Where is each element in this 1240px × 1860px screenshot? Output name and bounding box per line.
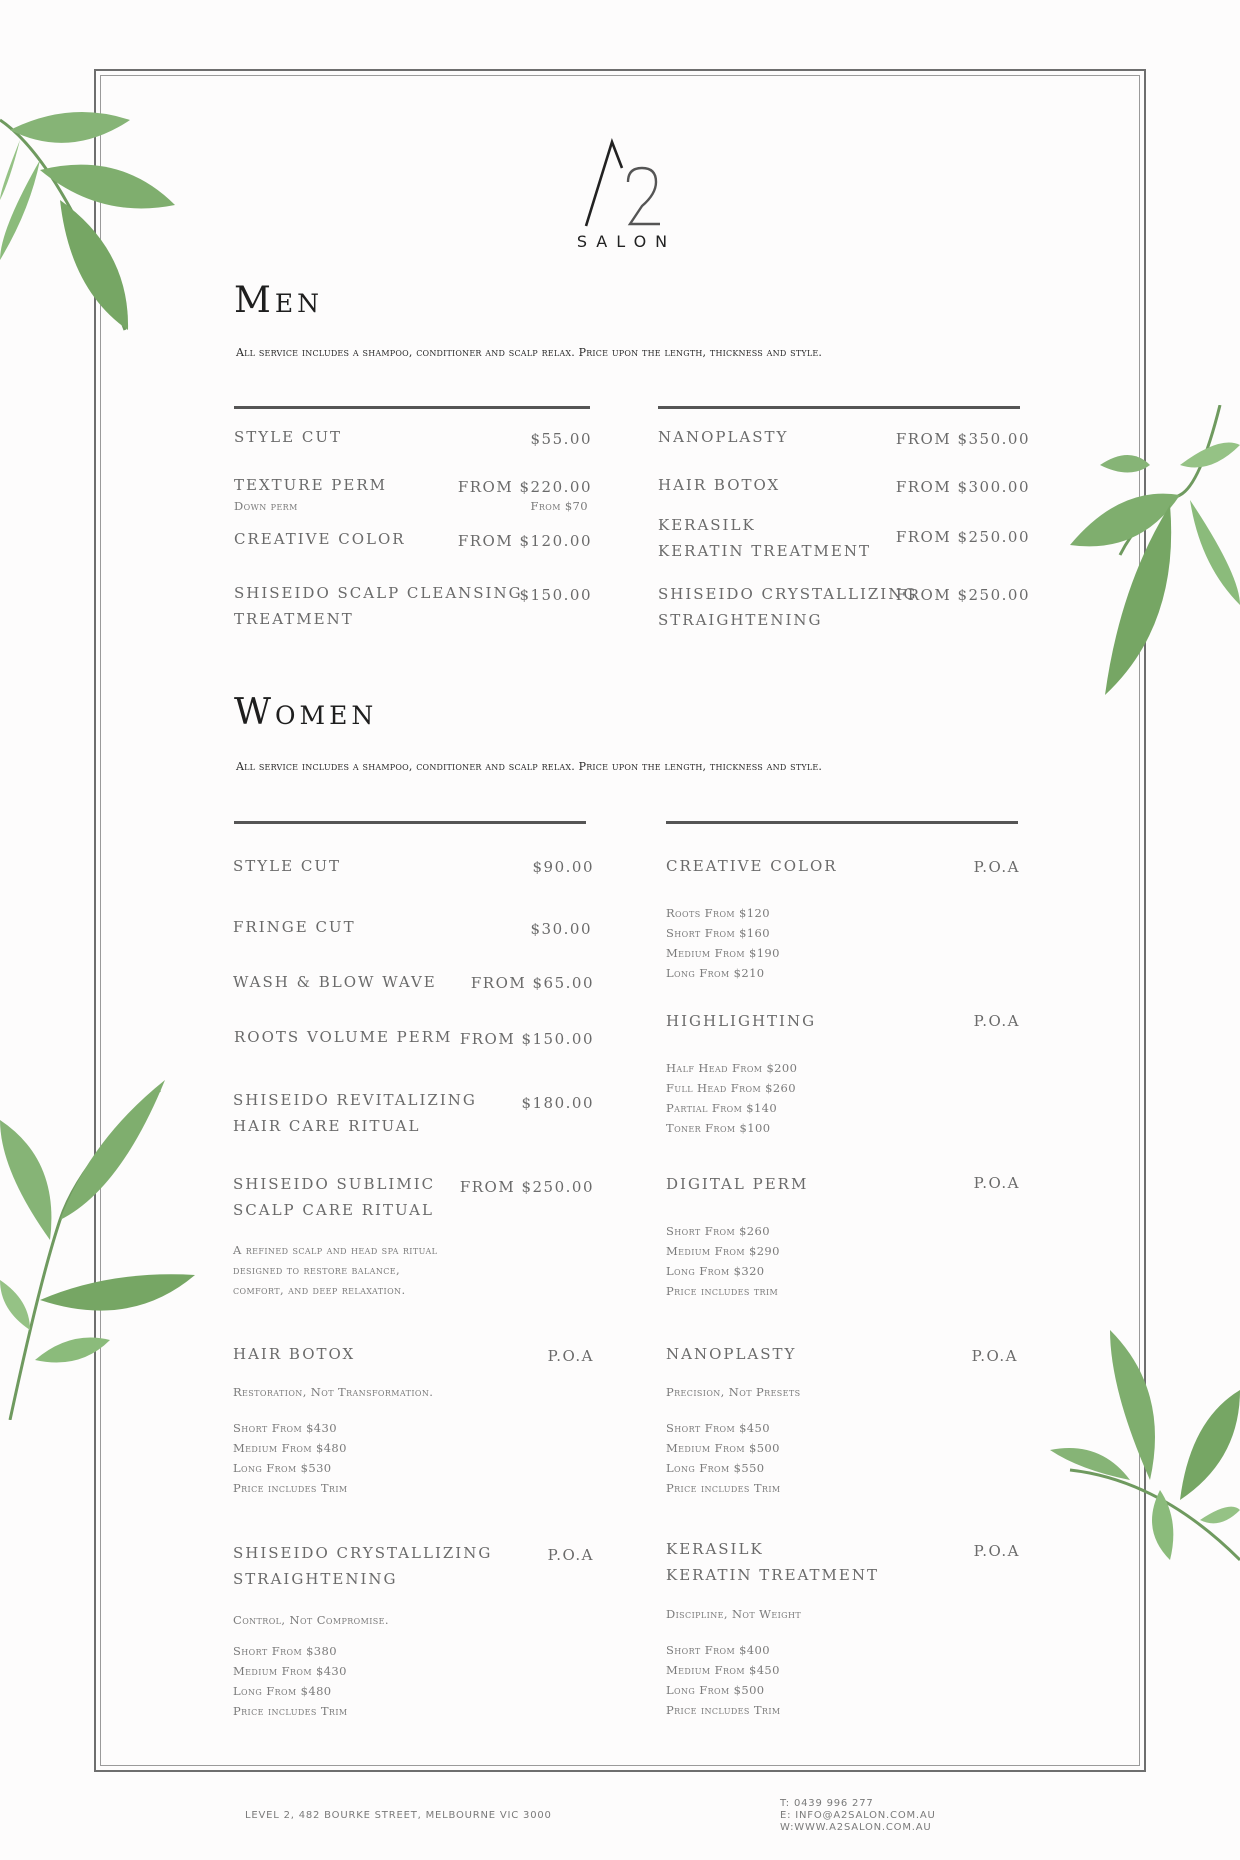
service-detail-line: Toner From $100 xyxy=(666,1121,771,1135)
leaf-top-left-decoration xyxy=(0,90,190,340)
service-name: SHISEIDO SUBLIMIC xyxy=(233,1175,436,1193)
service-name: SHISEIDO SCALP CLEANSING xyxy=(234,584,523,602)
service-description-line: designed to restore balance, xyxy=(233,1263,401,1277)
women-section-title: Women xyxy=(234,692,378,733)
service-detail-line: Short From $430 xyxy=(233,1421,337,1435)
service-tagline: Precision, Not Presets xyxy=(666,1385,801,1399)
service-price: FROM $350.00 xyxy=(895,430,1030,448)
service-name: ROOTS VOLUME PERM xyxy=(234,1028,453,1046)
service-detail-line: Short From $450 xyxy=(666,1421,770,1435)
service-detail-line: Long From $320 xyxy=(666,1264,765,1278)
service-name: SHISEIDO CRYSTALLIZING xyxy=(233,1544,493,1562)
service-name-line2: STRAIGHTENING xyxy=(233,1570,398,1588)
service-name: TEXTURE PERM xyxy=(234,476,387,494)
service-detail-line: Price includes Trim xyxy=(666,1481,781,1495)
service-detail-line: Half Head From $200 xyxy=(666,1061,798,1075)
service-detail-line: Long From $500 xyxy=(666,1683,765,1697)
footer-email: E: INFO@A2SALON.COM.AU xyxy=(780,1810,936,1821)
service-detail-line: Short From $160 xyxy=(666,926,770,940)
service-price: P.O.A xyxy=(973,858,1020,876)
service-name: HAIR BOTOX xyxy=(233,1345,356,1363)
service-detail-line: Medium From $290 xyxy=(666,1244,780,1258)
service-name: KERASILK xyxy=(658,516,756,534)
women-left-rule xyxy=(234,821,586,824)
footer-phone: T: 0439 996 277 xyxy=(780,1798,874,1809)
service-name: FRINGE CUT xyxy=(233,918,356,936)
service-detail-line: Short From $400 xyxy=(666,1643,770,1657)
service-tagline: Control, Not Compromise. xyxy=(233,1613,389,1627)
service-detail-line: Medium From $480 xyxy=(233,1441,347,1455)
service-price: P.O.A xyxy=(973,1012,1020,1030)
service-name: NANOPLASTY xyxy=(658,428,789,446)
service-tagline: Restoration, Not Transformation. xyxy=(233,1385,434,1399)
service-price: FROM $250.00 xyxy=(895,528,1030,546)
service-name-line2: STRAIGHTENING xyxy=(658,611,823,629)
service-name: CREATIVE COLOR xyxy=(234,530,406,548)
service-price: FROM $150.00 xyxy=(459,1030,594,1048)
service-option-price: From $70 xyxy=(530,499,588,513)
service-name-line2: KERATIN TREATMENT xyxy=(658,542,871,560)
service-option: Down perm xyxy=(234,499,298,513)
footer-website: W:WWW.A2SALON.COM.AU xyxy=(780,1822,932,1833)
service-description-line: A refined scalp and head spa ritual xyxy=(233,1243,438,1257)
service-detail-line: Price includes Trim xyxy=(666,1703,781,1717)
service-name: STYLE CUT xyxy=(233,857,341,875)
service-price: $90.00 xyxy=(532,858,594,876)
footer-address: LEVEL 2, 482 BOURKE STREET, MELBOURNE VIC 3000 xyxy=(245,1810,552,1821)
men-section-title: Men xyxy=(234,280,323,321)
service-price: FROM $220.00 xyxy=(457,478,592,496)
service-price: $180.00 xyxy=(521,1094,594,1112)
service-name: SHISEIDO CRYSTALLIZING xyxy=(658,585,918,603)
service-description-line: comfort, and deep relaxation. xyxy=(233,1283,406,1297)
service-price: $30.00 xyxy=(530,920,592,938)
service-detail-line: Long From $530 xyxy=(233,1461,332,1475)
service-detail-line: Short From $260 xyxy=(666,1224,770,1238)
service-name-line2: TREATMENT xyxy=(234,610,354,628)
service-price: P.O.A xyxy=(973,1542,1020,1560)
salon-logo-text: SALON xyxy=(576,232,677,251)
service-name: CREATIVE COLOR xyxy=(666,857,838,875)
service-detail-line: Short From $380 xyxy=(233,1644,337,1658)
service-detail-line: Partial From $140 xyxy=(666,1101,778,1115)
men-section-note: All service includes a shampoo, conditioner and scalp relax. Price upon the length, thickness and style. xyxy=(236,346,823,359)
service-detail-line: Medium From $190 xyxy=(666,946,780,960)
service-name: DIGITAL PERM xyxy=(666,1175,809,1193)
men-left-rule xyxy=(234,406,590,409)
service-detail-line: Full Head From $260 xyxy=(666,1081,796,1095)
service-name: SHISEIDO REVITALIZING xyxy=(233,1091,477,1109)
service-price: $55.00 xyxy=(530,430,592,448)
service-price: FROM $250.00 xyxy=(895,586,1030,604)
service-price: FROM $65.00 xyxy=(470,974,594,992)
service-name: WASH & BLOW WAVE xyxy=(233,973,437,991)
service-tagline: Discipline, Not Weight xyxy=(666,1607,802,1621)
service-price: P.O.A xyxy=(547,1546,594,1564)
service-detail-line: Price includes Trim xyxy=(233,1481,348,1495)
service-price: P.O.A xyxy=(973,1174,1020,1192)
service-price: P.O.A xyxy=(547,1347,594,1365)
leaf-bottom-right-decoration xyxy=(1050,1330,1240,1570)
service-price: $150.00 xyxy=(519,586,592,604)
service-name: NANOPLASTY xyxy=(666,1345,797,1363)
women-right-rule xyxy=(666,821,1018,824)
service-price: P.O.A xyxy=(971,1347,1018,1365)
service-detail-line: Roots From $120 xyxy=(666,906,770,920)
service-price: FROM $250.00 xyxy=(459,1178,594,1196)
service-detail-line: Long From $480 xyxy=(233,1684,332,1698)
service-price: FROM $120.00 xyxy=(457,532,592,550)
service-detail-line: Price includes trim xyxy=(666,1284,779,1298)
men-right-rule xyxy=(658,406,1020,409)
service-name: HAIR BOTOX xyxy=(658,476,781,494)
service-name-line2: KERATIN TREATMENT xyxy=(666,1566,879,1584)
service-detail-line: Medium From $500 xyxy=(666,1441,780,1455)
service-detail-line: Long From $210 xyxy=(666,966,765,980)
service-detail-line: Long From $550 xyxy=(666,1461,765,1475)
service-detail-line: Medium From $450 xyxy=(666,1663,780,1677)
service-detail-line: Price includes Trim xyxy=(233,1704,348,1718)
service-name: HIGHLIGHTING xyxy=(666,1012,817,1030)
service-name-line2: SCALP CARE RITUAL xyxy=(233,1201,434,1219)
service-price: FROM $300.00 xyxy=(895,478,1030,496)
women-section-note: All service includes a shampoo, conditioner and scalp relax. Price upon the length, thickness and style. xyxy=(236,760,823,773)
leaf-bottom-left-decoration xyxy=(0,1080,200,1420)
service-detail-line: Medium From $430 xyxy=(233,1664,347,1678)
service-name: STYLE CUT xyxy=(234,428,342,446)
service-name-line2: HAIR CARE RITUAL xyxy=(233,1117,421,1135)
leaf-top-right-decoration xyxy=(1060,405,1240,705)
service-name: KERASILK xyxy=(666,1540,764,1558)
